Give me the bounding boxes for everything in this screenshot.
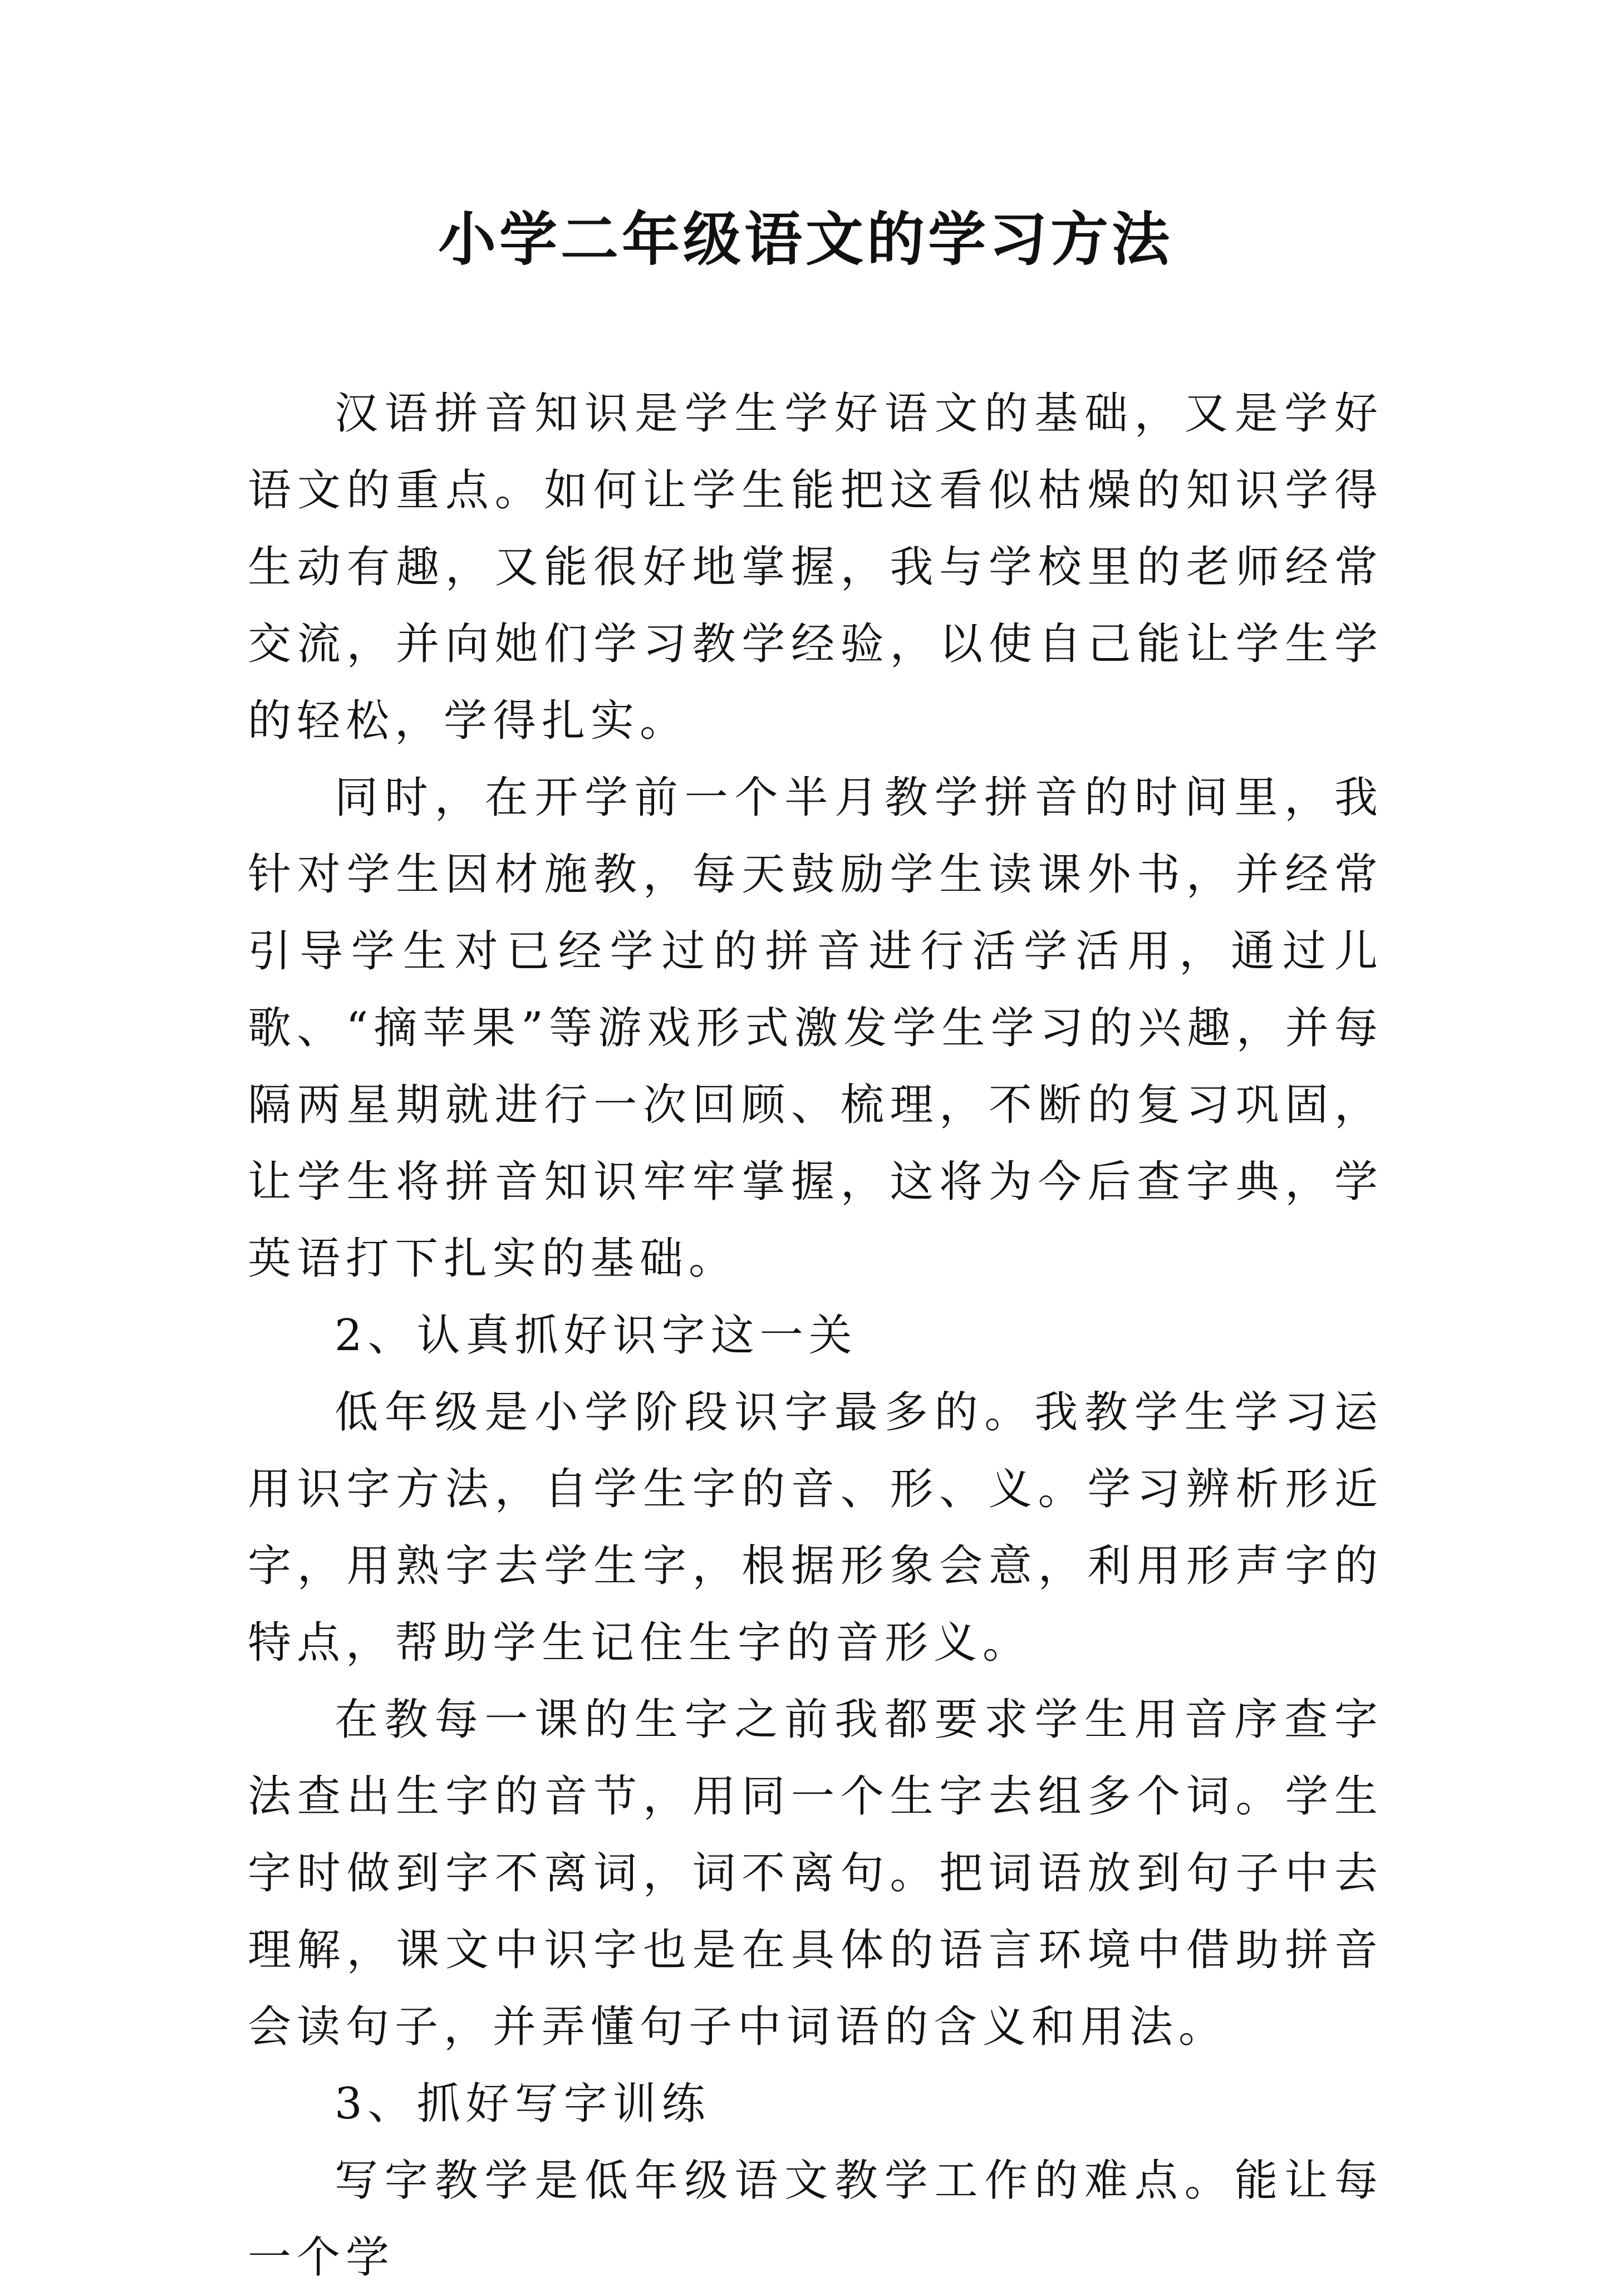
paragraph-literacy-practice: 在教每一课的生字之前我都要求学生用音序查字法查出生字的音节，用同一个生字去组多个词。学生字时做到字不离词，词不离句。把词语放到句子中去理解，课文中识字也是在具体的语言环境中借助拼音会读句子，并弄懂句子中词语的含义和用法。 bbox=[248, 1695, 1383, 2052]
section-heading-writing: 3、抓好写字训练 bbox=[335, 2079, 711, 2129]
section-heading-literacy: 2、认真抓好识字这一关 bbox=[335, 1311, 858, 1361]
paragraph-pinyin-basics: 汉语拼音知识是学生学好语文的基础，又是学好语文的重点。如何让学生能把这看似枯燥的知识学得生动有趣，又能很好地掌握，我与学校里的老师经常交流，并向她们学习教学经验，以使自己能让学生学的轻松，学得扎实。 bbox=[248, 389, 1383, 746]
paragraph-writing-teaching: 写字教学是低年级语文教学工作的难点。能让每一个学 bbox=[248, 2156, 1383, 2283]
paragraph-literacy-methods: 低年级是小学阶段识字最多的。我教学生学习运用识字方法，自学生字的音、形、义。学习辨析形近字，用熟字去学生字，根据形象会意，利用形声字的特点，帮助学生记住生字的音形义。 bbox=[248, 1387, 1383, 1668]
paragraph-pinyin-practice: 同时，在开学前一个半月教学拼音的时间里，我针对学生因材施教，每天鼓励学生读课外书，并经常引导学生对已经学过的拼音进行活学活用，通过儿歌、“摘苹果”等游戏形式激发学生学习的兴趣，并每隔两星期就进行一次回顾、梳理，不断的复习巩固，让学生将拼音知识牢牢掌握，这将为今后查字典，学英语打下扎实的基础。 bbox=[248, 773, 1383, 1284]
document-body bbox=[248, 375, 1383, 2296]
document-title: 小学二年级语文的学习方法 bbox=[438, 205, 1173, 273]
